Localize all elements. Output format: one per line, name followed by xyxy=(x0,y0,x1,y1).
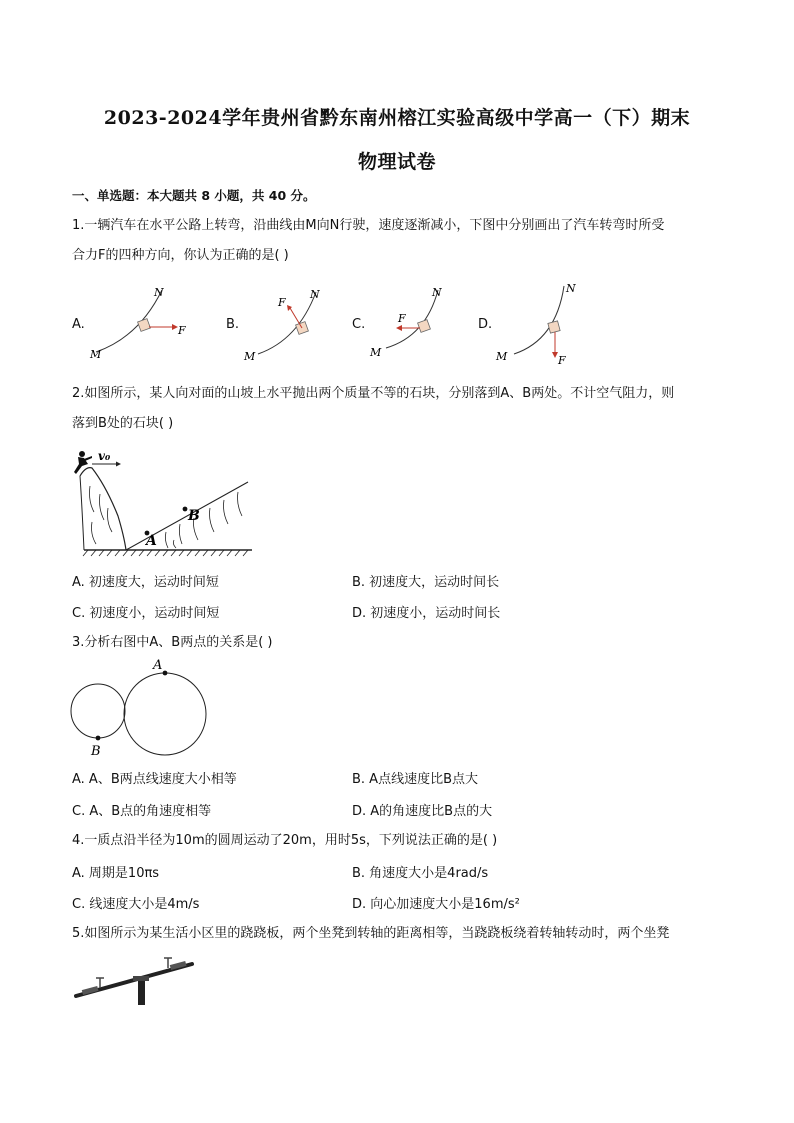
label-n: N xyxy=(566,282,576,295)
curve-path xyxy=(514,286,564,354)
label-b: B xyxy=(91,744,101,759)
q3-figure-circles xyxy=(66,655,216,763)
label-m: M xyxy=(244,350,256,363)
label-f: F xyxy=(178,324,186,337)
question-1-stem-line1: 1.一辆汽车在水平公路上转弯，沿曲线由M向N行驶，速度逐渐减小，下图中分别画出了汽车转弯时所受 xyxy=(72,218,665,233)
label-f: F xyxy=(558,354,566,367)
question-3-stem: 3.分析右图中A、B两点的关系是( ) xyxy=(72,635,273,650)
q1-option-c-label: C. xyxy=(352,317,366,332)
q3-option-b: B. A点线速度比B点大 xyxy=(352,772,478,787)
q4-option-c: C. 线速度大小是4m/s xyxy=(72,897,200,912)
question-4-stem: 4.一质点沿半径为10m的圆周运动了20m，用时5s，下列说法正确的是( ) xyxy=(72,833,498,848)
q4-option-a: A. 周期是10πs xyxy=(72,866,160,881)
cliff-back xyxy=(80,476,84,550)
point-a xyxy=(163,671,168,676)
q2-option-c: C. 初速度小，运动时间短 xyxy=(72,606,220,621)
curve-path xyxy=(386,290,438,348)
q4-option-b: B. 角速度大小是4rad/s xyxy=(352,866,489,881)
label-m: M xyxy=(90,348,102,361)
question-2-stem-line2: 落到B处的石块( ) xyxy=(72,416,174,431)
curve-path xyxy=(258,292,316,354)
question-1-stem-line2: 合力F的四种方向，你认为正确的是( ) xyxy=(72,248,289,263)
q1-option-b-label: B. xyxy=(226,317,240,332)
thrower-figure xyxy=(74,451,92,474)
q1-figure-a xyxy=(84,282,204,366)
ground-hatching xyxy=(83,550,248,556)
car-block xyxy=(548,321,560,333)
cliff-edge xyxy=(80,468,126,550)
small-circle xyxy=(71,684,125,738)
label-v0: v₀ xyxy=(98,449,111,463)
label-n: N xyxy=(432,286,442,299)
car-block xyxy=(138,319,151,332)
force-arrowhead xyxy=(396,325,402,331)
point-b xyxy=(96,736,101,741)
q3-option-c: C. A、B点的角速度相等 xyxy=(72,804,212,819)
q3-option-d: D. A的角速度比B点的大 xyxy=(352,804,493,819)
large-circle xyxy=(124,673,206,755)
label-f: F xyxy=(398,312,406,325)
label-a: A xyxy=(153,658,163,673)
car-block xyxy=(418,320,431,333)
label-f: F xyxy=(278,296,286,309)
seesaw-pivot xyxy=(133,976,149,981)
page-subtitle: 物理试卷 xyxy=(357,151,436,173)
velocity-arrowhead xyxy=(116,462,121,467)
q1-figure-b xyxy=(240,282,350,366)
label-m: M xyxy=(496,350,508,363)
label-b: B xyxy=(188,508,200,524)
label-n: N xyxy=(310,288,320,301)
q2-figure-slope xyxy=(70,446,255,558)
question-2-stem-line1: 2.如图所示，某人向对面的山坡上水平抛出两个质量不等的石块，分别落到A、B两处。不计空气阻力，则 xyxy=(72,386,675,401)
q5-figure-seesaw xyxy=(72,950,196,1008)
q1-figure-c xyxy=(366,282,476,366)
q4-option-d: D. 向心加速度大小是16m/s² xyxy=(352,897,520,912)
question-5-stem: 5.如图所示为某生活小区里的跷跷板，两个坐凳到转轴的距离相等，当跷跷板绕着转轴转动时，两个坐凳 xyxy=(72,926,670,941)
point-b xyxy=(183,507,188,512)
seesaw-pivot-post xyxy=(138,977,145,1005)
hill-texture xyxy=(165,492,242,548)
q1-figure-d xyxy=(492,280,602,370)
curve-path xyxy=(96,290,162,352)
hill-slope xyxy=(126,482,248,550)
q1-option-a-label: A. xyxy=(72,317,85,332)
page-title: 2023-2024学年贵州省黔东南州榕江实验高级中学高一（下）期末 xyxy=(103,107,691,129)
q2-option-d: D. 初速度小，运动时间长 xyxy=(352,606,501,621)
q2-option-a: A. 初速度大，运动时间短 xyxy=(72,575,219,590)
label-n: N xyxy=(154,286,164,299)
label-m: M xyxy=(370,346,382,359)
label-a: A xyxy=(146,533,157,549)
q1-option-d-label: D. xyxy=(478,317,493,332)
section-heading: 一、单选题：本大题共 8 小题，共 40 分。 xyxy=(72,188,316,203)
q2-option-b: B. 初速度大，运动时间长 xyxy=(352,575,500,590)
q3-option-a: A. A、B两点线速度大小相等 xyxy=(72,772,237,787)
